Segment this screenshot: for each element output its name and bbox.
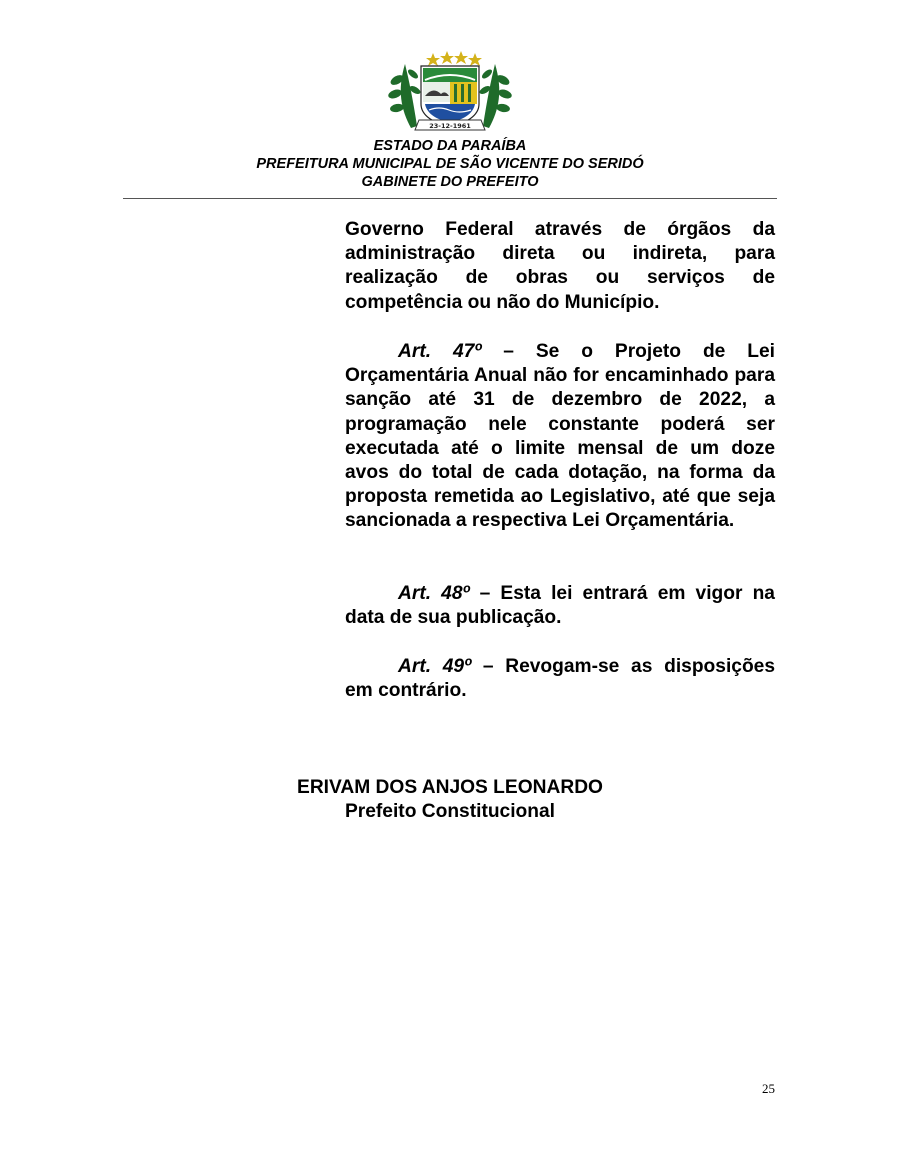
crest-right-branch <box>478 64 513 128</box>
signatory-name: ERIVAM DOS ANJOS LEONARDO <box>297 777 603 798</box>
article-47-text: – Se o Projeto de Lei Orçamentária Anual não for encaminhado para sanção até 31 de dezembro de 2022, a programação nele constante poderá ser executada até o limite mensal de um doze avos do total de cada dotação, na forma da proposta remetida ao Legislativo, até que seja sancionada a respectiva Lei Orçamentária. <box>345 341 775 532</box>
article-48-label: Art. 48º <box>398 583 470 604</box>
header-divider <box>123 198 777 199</box>
paragraph-continuation <box>345 218 775 315</box>
crest-ribbon <box>415 120 485 130</box>
paragraph-text: Governo Federal através de órgãos da administração direta ou indireta, para realização de obras ou serviços de competência ou não do Município. <box>345 219 775 313</box>
signatory-title: Prefeito Constitucional <box>344 801 555 822</box>
article-48 <box>345 582 775 630</box>
header-municipality: PREFEITURA MUNICIPAL DE SÃO VICENTE DO SERIDÓ <box>256 156 644 172</box>
header-office: GABINETE DO PREFEITO <box>361 174 539 190</box>
crest-stars <box>426 51 482 66</box>
header-state: ESTADO DA PARAÍBA <box>373 138 527 154</box>
crest-shield <box>421 66 479 126</box>
article-49-label: Art. 49º <box>398 656 472 677</box>
article-48-text: – Esta lei entrará em vigor na data de sua publicação. <box>345 583 775 629</box>
article-47 <box>345 340 775 534</box>
crest-motto: 23-12-1961 <box>429 122 471 130</box>
article-49-text: – Revogam-se as disposições em contrário. <box>345 656 776 702</box>
crest-left-branch <box>387 64 422 128</box>
article-47-label: Art. 47º <box>398 341 482 362</box>
municipal-crest-logo <box>383 50 517 134</box>
article-49 <box>345 655 775 703</box>
page-number: 25 <box>762 1081 775 1096</box>
